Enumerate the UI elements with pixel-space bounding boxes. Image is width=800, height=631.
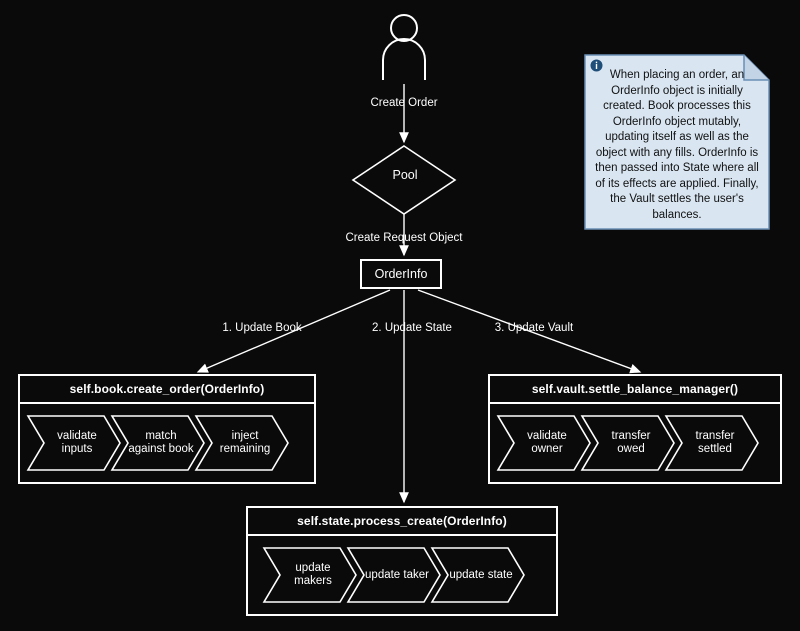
step-update-makers	[262, 546, 358, 604]
step-validate-inputs	[26, 414, 122, 472]
step-label: update taker	[365, 568, 429, 581]
edge-label-create-request-object: Create Request Object	[345, 232, 463, 244]
step-label: transfer settled	[695, 430, 735, 455]
orderinfo-node	[360, 259, 442, 289]
step-label: inject remaining	[219, 430, 271, 455]
edge-label-create-order: Create Order	[370, 97, 438, 109]
step-match-against-book	[110, 414, 206, 472]
info-note	[584, 54, 770, 230]
edge-label-update-state: 2. Update State	[372, 322, 452, 334]
group-state	[246, 506, 558, 616]
group-vault-title: self.vault.settle_balance_manager()	[490, 376, 780, 404]
group-vault	[488, 374, 782, 484]
step-label: update makers	[294, 562, 332, 587]
step-inject-remaining	[194, 414, 290, 472]
group-book	[18, 374, 316, 484]
step-label: validate inputs	[57, 430, 97, 455]
step-label: validate owner	[527, 430, 567, 455]
step-label: transfer owed	[611, 430, 651, 455]
step-label: match against book	[128, 430, 194, 455]
actor-figure	[375, 14, 433, 80]
edge-label-update-vault: 3. Update Vault	[494, 322, 574, 334]
step-validate-owner	[496, 414, 592, 472]
step-transfer-settled	[664, 414, 760, 472]
group-book-title: self.book.create_order(OrderInfo)	[20, 376, 314, 404]
pool-node-label: Pool	[392, 168, 418, 182]
info-note-text: When placing an order, an OrderInfo object is initially created. Book processes this OrderInfo object mutably, updating itself as well as the object with any fills. OrderInfo is then passed into State where all of its effects are applied. Finally, the Vault settles the user's balances.	[595, 69, 759, 221]
edge-label-update-book: 1. Update Book	[222, 322, 302, 334]
step-update-taker	[346, 546, 442, 604]
group-state-title: self.state.process_create(OrderInfo)	[248, 508, 556, 536]
step-update-state	[430, 546, 526, 604]
orderinfo-label: OrderInfo	[374, 267, 428, 281]
step-label: update state	[449, 568, 513, 581]
step-transfer-owed	[580, 414, 676, 472]
